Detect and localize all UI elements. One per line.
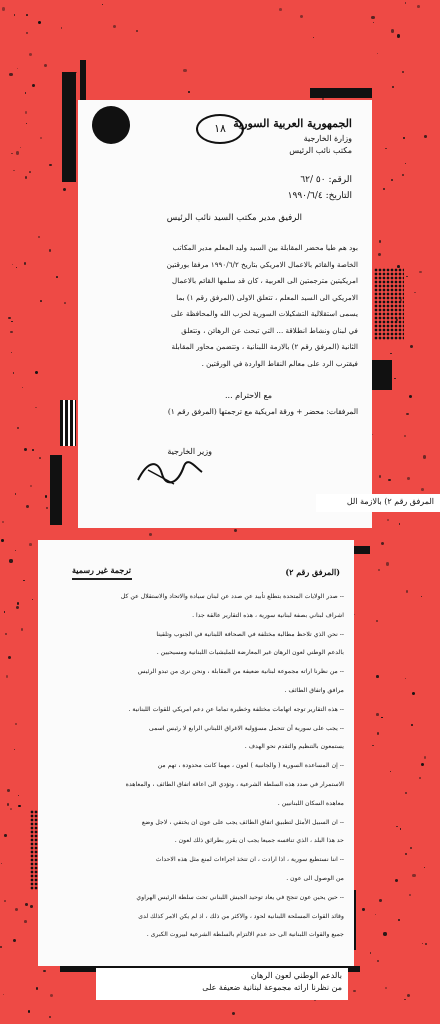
- speckle-dot: [407, 994, 410, 997]
- speckle-dot: [35, 371, 38, 374]
- speckle-dot: [378, 569, 381, 572]
- speckle-dot: [4, 611, 5, 612]
- speckle-dot: [400, 828, 401, 829]
- body-line: -- يجب على سورية أن تتحمل مسؤولية الاغراق اللبناني الرابع لا رئيس اسمى: [148, 724, 344, 732]
- speckle-dot: [377, 960, 379, 962]
- speckle-dot: [421, 488, 424, 491]
- speckle-dot: [40, 300, 42, 302]
- speckle-dot: [32, 599, 33, 600]
- speckle-dot: [7, 789, 10, 792]
- speckle-dot: [16, 606, 19, 609]
- speckle-dot: [376, 620, 378, 622]
- speckle-dot: [38, 21, 41, 24]
- speckle-dot: [379, 899, 382, 902]
- speckle-dot: [15, 550, 16, 551]
- body-line: جميع والقوات اللبنانية الى حد عدم الالتزام بالسلطة الشرعية لبيروت الكبرى .: [146, 931, 344, 939]
- speckle-dot: [30, 905, 33, 908]
- speckle-dot: [376, 675, 379, 678]
- speckle-dot: [371, 16, 374, 19]
- speckle-dot: [4, 900, 6, 902]
- body-line: بالدعم الوطني لعون الرهان غير المعارضة للمليشيات اللبنانية ومسيحيين .: [156, 649, 344, 657]
- speckle-dot: [17, 68, 18, 69]
- speckle-dot: [414, 292, 415, 293]
- speckle-dot: [397, 34, 400, 37]
- speckle-dot: [38, 236, 40, 238]
- speckle-dot: [15, 723, 17, 725]
- speckle-dot: [394, 378, 396, 380]
- speckle-dot: [279, 8, 282, 11]
- speckle-dot: [424, 135, 427, 138]
- speckle-dot: [383, 932, 386, 935]
- attachment-body: [46, 588, 344, 945]
- reference-number: الرقم: ٥٠ /٦٢: [300, 175, 352, 185]
- closing-line: مع الاحترام ...: [225, 391, 272, 400]
- speckle-dot: [15, 493, 16, 494]
- speckle-dot: [17, 602, 19, 604]
- speckle-dot: [386, 562, 389, 565]
- speckle-dot: [6, 675, 8, 677]
- speckle-dot: [13, 170, 15, 172]
- body-line: حد هذا البلد ، الذي تنافسه جميعا يجب ان يقرر بطرائق ذلك لعون .: [174, 837, 344, 845]
- body-line: الامريكي الى السيد المعلم ، تتعلق الاولى (المرفق رقم ١) بما: [176, 292, 358, 302]
- speckle-dot: [375, 914, 376, 915]
- speckle-dot: [11, 352, 12, 353]
- speckle-dot: [372, 745, 374, 747]
- speckle-dot: [406, 276, 407, 277]
- body-line: وقائد القوات المسلحة اللبنانية لحود ، والاكثر من ذلك ، اذ لم يكن الامر كذلك لدى: [138, 912, 344, 920]
- speckle-dot: [409, 395, 412, 398]
- speckle-dot: [49, 249, 51, 251]
- speckle-dot: [16, 151, 19, 154]
- black-bar-left: [50, 455, 62, 525]
- letterhead-line-3: مكتب نائب الرئيس: [289, 146, 352, 155]
- body-line: مرافق واتفاق الطائف .: [284, 686, 344, 694]
- speckle-dot: [183, 69, 186, 72]
- speckle-dot: [379, 240, 382, 243]
- body-line: اشراف لبناني بصفة لبنانية سورية ، هذه التقارير عالقة جدا .: [192, 611, 344, 619]
- speckle-dot: [1, 863, 2, 864]
- speckle-dot: [410, 345, 413, 348]
- speckle-dot: [11, 321, 12, 322]
- speckle-dot: [14, 749, 16, 751]
- body-line: في لبنان ونشاط انطلاقة ... التي تبحث عن الرهائن ، وتتعلق: [181, 325, 358, 335]
- speckle-dot: [399, 523, 401, 525]
- speckle-dot: [32, 449, 34, 451]
- speckle-dot: [149, 533, 152, 536]
- text-snippet-right: المرفق رقم ٢) بالازمة الل: [316, 494, 440, 512]
- body-line: -- إن المساعدة السورية ( والجانبية ) لعون ، مهما كانت محدودة ، تهم من: [157, 762, 344, 770]
- speckle-dot: [425, 943, 427, 945]
- speckle-dot: [419, 271, 422, 274]
- speckle-dot: [390, 353, 392, 355]
- speckle-dot: [20, 147, 21, 148]
- body-line: -- هذه التقارير توجه اتهامات مختلفة وخطيرة تماما عن دعم امريكي للقوات اللبنانية .: [128, 705, 344, 713]
- speckle-dot: [406, 590, 409, 593]
- body-line: الثانية (المرفق رقم ٢) بالازمة اللبنانية ، وتتضمن محاور المقابلة: [171, 342, 358, 351]
- speckle-dot: [402, 71, 404, 73]
- speckle-dot: [63, 188, 66, 191]
- body-line: يستمعون بالتنظيم والتقدم نحو الهدف .: [244, 743, 344, 751]
- attachments-line: المرفقات: محضر + ورقة امريكية مع ترجمتها (المرفق رقم ١): [167, 407, 358, 416]
- speckle-dot: [9, 559, 12, 562]
- speckle-dot: [362, 908, 364, 910]
- speckle-dot: [424, 867, 425, 868]
- speckle-dot: [405, 678, 406, 679]
- speckle-dot: [395, 879, 398, 882]
- speckle-dot: [404, 435, 406, 437]
- speckle-dot: [410, 847, 412, 849]
- body-line: -- صدر الولايات المتحدة بتطلع تأبيد عن صدد عن لبنان سيادة والاتحاد والاستقلال عن كل: [120, 593, 344, 600]
- speckle-dot: [411, 724, 412, 725]
- speckle-dot: [9, 73, 12, 76]
- speckle-dot: [406, 413, 409, 416]
- speckle-dot: [40, 137, 42, 139]
- speckle-dot: [381, 717, 382, 718]
- speckle-dot: [405, 163, 407, 165]
- speckle-dot: [232, 1012, 235, 1015]
- speckle-dot: [26, 14, 28, 16]
- black-strip-top-left: [62, 72, 76, 182]
- speckle-dot: [102, 4, 103, 5]
- letterhead-line-1: الجمهورية العربية السورية: [233, 117, 352, 130]
- speckle-dot: [381, 542, 384, 545]
- speckle-dot: [377, 53, 378, 54]
- attachment-header-right: ترجمة غير رسمية: [72, 565, 131, 575]
- speckle-dot: [13, 939, 16, 942]
- speckle-dot: [30, 485, 33, 488]
- speckle-dot: [13, 372, 14, 373]
- speckle-dot: [12, 264, 13, 265]
- speckle-dot: [385, 148, 386, 149]
- speckle-dot: [387, 519, 389, 521]
- speckle-dot: [378, 253, 381, 256]
- speckle-dot: [56, 276, 58, 278]
- handwritten-signature: [128, 450, 208, 490]
- speckle-dot: [14, 14, 15, 15]
- speckle-dot: [404, 999, 405, 1000]
- speckle-dot: [373, 22, 374, 23]
- speckle-dot: [412, 874, 415, 877]
- black-rect-right: [372, 360, 392, 390]
- attachment-page: [38, 540, 354, 966]
- speckle-dot: [388, 479, 391, 482]
- speckle-dot: [379, 475, 381, 477]
- speckle-dot: [398, 919, 400, 921]
- speckle-dot: [21, 628, 23, 630]
- speckle-dot: [376, 713, 379, 716]
- body-line: فيقترب الرد على معالم النقاط الواردة في الورقتين .: [201, 358, 358, 368]
- text-snippet-bottom: [96, 968, 348, 1000]
- speckle-dot: [29, 171, 31, 173]
- speckle-dot: [28, 1010, 31, 1013]
- speckle-dot: [422, 943, 423, 944]
- body-line: -- نحن الذي تلاحظ مطالبة مختلفة في الصحافة اللبنانية في الجنوب وتلقينا: [156, 630, 344, 638]
- letter-page: [78, 100, 372, 528]
- speckle-dot: [300, 15, 303, 18]
- speckle-dot: [383, 188, 385, 190]
- speckle-dot: [29, 543, 32, 546]
- speckle-dot: [188, 91, 190, 93]
- speckle-dot: [8, 317, 10, 319]
- stripe-pattern-left: [60, 400, 76, 446]
- body-line: من الوصول الى عون .: [286, 874, 344, 882]
- speckle-dot: [392, 86, 395, 89]
- speckle-dot: [4, 834, 7, 837]
- speckle-dot: [136, 30, 138, 32]
- speckle-dot: [24, 920, 27, 923]
- speckle-dot: [412, 692, 415, 695]
- speckle-dot: [64, 302, 66, 304]
- speckle-dot: [403, 137, 405, 139]
- speckle-dot: [29, 53, 32, 56]
- speckle-dot: [421, 763, 424, 766]
- snippet-line: من نظرنا اراته مجموعة لبنانية ضعيفة على: [202, 983, 342, 992]
- body-line: يسمى استقلالية التشكيلات السورية لحزب الله والمحافظة على: [171, 309, 358, 318]
- speckle-dot: [407, 477, 410, 480]
- speckle-dot: [353, 990, 356, 993]
- body-line: الاستمرار في صدد هذه السلطة الشرعية ، وتؤدي الى اعاقة اتفاق الطائف ، والمعاهدة: [125, 780, 344, 788]
- speckle-dot: [424, 756, 427, 759]
- addressee: الرفيق مدير مكتب السيد نائب الرئيس: [166, 213, 302, 223]
- speckle-dot: [402, 174, 404, 176]
- speckle-dot: [26, 505, 29, 508]
- body-line: -- حين يحين عون تنجح في يعاد توحيد الجيش اللبناني تحت سلطة الرئيس الهراوي: [136, 893, 344, 901]
- speckle-dot: [15, 908, 18, 911]
- speckle-dot: [419, 777, 421, 779]
- letter-body: [94, 240, 358, 372]
- black-circle: [92, 106, 130, 144]
- speckle-dot: [18, 795, 19, 796]
- speckle-dot: [23, 580, 25, 582]
- speckle-dot: [25, 176, 28, 179]
- speckle-dot: [25, 92, 26, 93]
- speckle-dot: [7, 803, 9, 805]
- speckle-dot: [8, 656, 11, 659]
- speckle-dot: [43, 970, 46, 973]
- speckle-dot: [423, 455, 426, 458]
- dot-pattern-right: [374, 268, 404, 340]
- speckle-dot: [370, 952, 371, 953]
- speckle-dot: [26, 32, 27, 33]
- speckle-dot: [24, 448, 27, 451]
- speckle-dot: [39, 457, 41, 459]
- body-line: -- اننا نستطيع سورية ، اذا ارادت ، ان تتخذ اجراءات لمنع مثل هذه الاحداث: [155, 856, 344, 864]
- signature-label: وزير الخارجية: [167, 447, 212, 456]
- speckle-dot: [409, 894, 411, 896]
- attachment-header-left: (المرفق رقم ٢): [285, 567, 340, 577]
- speckle-dot: [26, 123, 27, 124]
- letter-date: التاريخ: ١٩٩٠/٦/٤: [287, 191, 352, 201]
- underline: [72, 578, 132, 580]
- speckle-dot: [10, 331, 13, 334]
- body-line: -- ان السبيل الأمثل لتطبيق اتفاق الطائف يجب على عون ان يختفي ، لاجل وضع: [141, 818, 344, 826]
- speckle-dot: [405, 2, 407, 4]
- speckle-dot: [25, 111, 28, 114]
- speckle-dot: [3, 994, 4, 995]
- speckle-dot: [5, 633, 7, 635]
- black-bar-top: [310, 88, 372, 98]
- speckle-dot: [46, 507, 48, 509]
- letterhead-line-2: وزارة الخارجية: [303, 134, 352, 143]
- speckle-dot: [18, 805, 21, 808]
- speckle-dot: [391, 179, 393, 181]
- speckle-dot: [17, 427, 20, 430]
- speckle-dot: [385, 987, 387, 989]
- speckle-dot: [35, 407, 36, 408]
- body-line: الخاصة والقائم بالاعمال الامريكي بتاريخ ١٩٩٠/٦/٢ مرفقا بورقتين: [166, 259, 358, 269]
- speckle-dot: [49, 164, 52, 167]
- speckle-dot: [2, 521, 4, 523]
- speckle-dot: [391, 29, 394, 32]
- speckle-dot: [32, 84, 35, 87]
- speckle-dot: [44, 64, 47, 67]
- speckle-dot: [234, 529, 237, 532]
- speckle-dot: [390, 771, 391, 772]
- speckle-dot: [313, 37, 314, 38]
- speckle-dot: [113, 25, 116, 28]
- speckle-dot: [22, 387, 23, 388]
- speckle-dot: [396, 826, 397, 827]
- speckle-dot: [36, 987, 39, 990]
- page-number: ١٨: [214, 122, 226, 135]
- speckle-dot: [405, 853, 407, 855]
- speckle-dot: [405, 792, 407, 794]
- speckle-dot: [50, 994, 53, 997]
- snippet-line: بالدعم الوطني لعون الرهان: [250, 971, 342, 980]
- speckle-dot: [61, 27, 63, 29]
- speckle-dot: [11, 153, 12, 154]
- body-line: امريكيتين مترجمتين الى العربية ، كان قد سلمها القائم بالاعمال: [172, 276, 358, 285]
- body-line: معاهدة السكان اللبنانيين .: [277, 799, 344, 807]
- speckle-dot: [417, 5, 420, 8]
- speckle-dot: [10, 808, 12, 810]
- speckle-dot: [2, 7, 5, 10]
- speckle-dot: [421, 596, 422, 597]
- body-line: بود هم طيا محضر المقابلة بين السيد وليد المعلم مدير المكاتب: [172, 243, 358, 252]
- speckle-dot: [354, 614, 355, 615]
- speckle-dot: [16, 267, 17, 268]
- speckle-dot: [25, 903, 28, 906]
- speckle-dot: [45, 495, 47, 497]
- speckle-dot: [0, 946, 2, 948]
- speckle-dot: [1, 539, 4, 542]
- speckle-dot: [49, 1016, 51, 1018]
- body-line: -- من نظرنا اراته مجموعة لبنانية ضعيفة من المقابلة ، ونحن نرى من تبدو الرئيس: [137, 668, 344, 676]
- speckle-dot: [377, 732, 380, 735]
- speckle-dot: [24, 262, 26, 264]
